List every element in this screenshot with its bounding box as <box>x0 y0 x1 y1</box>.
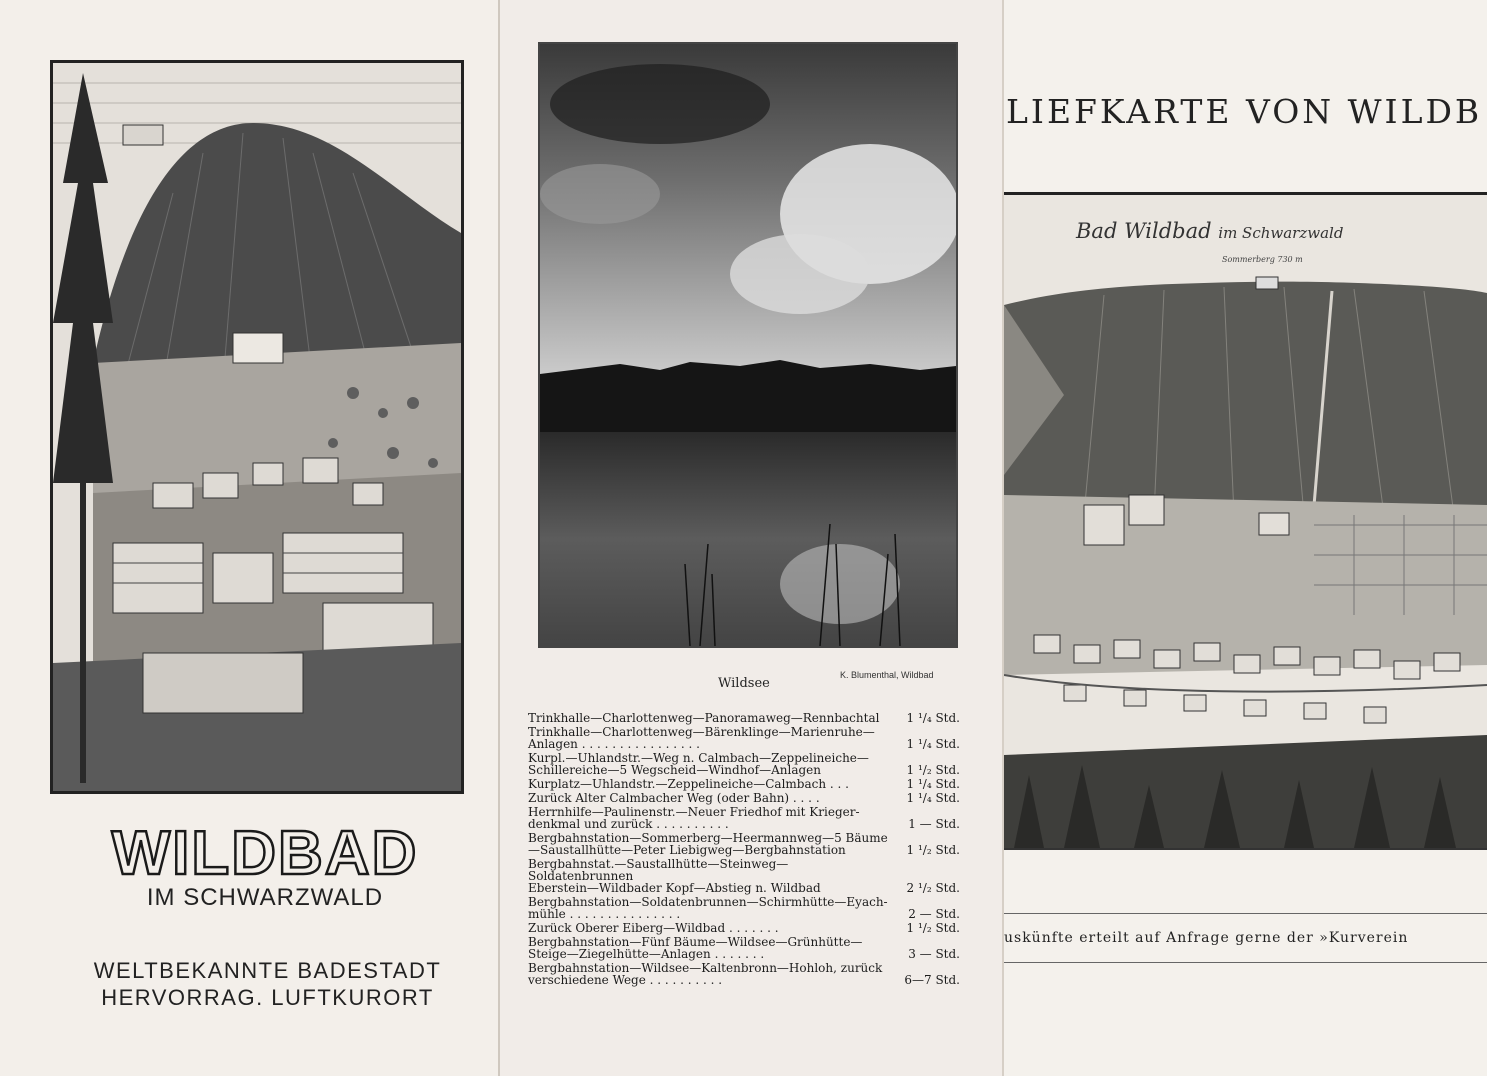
route-row <box>528 726 960 750</box>
route-duration: 2 ¹/₂ Std. <box>906 881 960 895</box>
route-row <box>528 936 960 960</box>
route-row <box>528 792 960 804</box>
route-duration: 1 — Std. <box>908 817 960 831</box>
route-duration: 2 — Std. <box>908 907 960 921</box>
route-row <box>528 712 960 724</box>
relief-map-image <box>1004 195 1487 848</box>
route-duration: 6—7 Std. <box>904 973 960 987</box>
route-text: Bergbahnstat.—Saustallhütte—Steinweg—Soldatenbrunnen Eberstein—Wildbader Kopf—Abstieg n. Wildbad <box>528 857 821 895</box>
cover-tagline-2: HERVORRAG. LUFTKURORT <box>101 985 434 1010</box>
route-text: Bergbahnstation—Fünf Bäume—Wildsee—Grünhütte— Steige—Ziegelhütte—Anlagen . . . . . . . <box>528 935 863 961</box>
map-title-sub: im Schwarzwald <box>1218 224 1344 242</box>
routes-list <box>528 712 960 988</box>
map-peak-label: Sommerberg 730 m <box>1222 255 1303 264</box>
relief-map <box>1004 192 1487 850</box>
route-text: Bergbahnstation—Soldatenbrunnen—Schirmhütte—Eyach- mühle . . . . . . . . . . . . . . . <box>528 895 888 921</box>
route-row <box>528 778 960 790</box>
divider <box>1004 913 1487 914</box>
route-row <box>528 832 960 856</box>
route-row <box>528 806 960 830</box>
route-text: Kurpl.—Uhlandstr.—Weg n. Calmbach—Zeppelineiche— Schillereiche—5 Wegscheid—Windhof—Anlagen <box>528 751 869 777</box>
relief-map-panel <box>1004 0 1487 1076</box>
routes-panel <box>500 0 1004 1076</box>
route-text: Trinkhalle—Charlottenweg—Panoramaweg—Rennbachtal <box>528 711 880 725</box>
route-duration: 1 ¹/₄ Std. <box>906 777 960 791</box>
route-duration: 1 ¹/₂ Std. <box>906 763 960 777</box>
route-duration: 1 ¹/₄ Std. <box>906 711 960 725</box>
route-duration: 1 ¹/₄ Std. <box>906 737 960 751</box>
route-row <box>528 922 960 934</box>
map-title-main: Bad Wildbad <box>1076 219 1212 243</box>
cover-subtitle: IM SCHWARZWALD <box>146 884 384 911</box>
lake-photo-image <box>540 44 956 646</box>
info-text: uskünfte erteilt auf Anfrage gerne der »Kurverein <box>1004 930 1409 946</box>
route-text: Trinkhalle—Charlottenweg—Bärenklinge—Marienruhe— Anlagen . . . . . . . . . . . . . . . . <box>528 725 875 751</box>
route-row <box>528 962 960 986</box>
route-text: Zurück Oberer Eiberg—Wildbad . . . . . . . <box>528 921 779 935</box>
cover-panel <box>0 0 500 1076</box>
cover-illustration <box>50 60 464 794</box>
route-text: Bergbahnstation—Wildsee—Kaltenbronn—Hohloh, zurück verschiedene Wege . . . . . . . . . . <box>528 961 883 987</box>
route-duration: 1 ¹/₂ Std. <box>906 921 960 935</box>
route-duration: 3 — Std. <box>908 947 960 961</box>
route-text: Herrnhilfe—Paulinenstr.—Neuer Friedhof mit Krieger- denkmal und zurück . . . . . . . . . . <box>528 805 860 831</box>
photo-credit: K. Blumenthal, Wildbad <box>840 670 934 680</box>
route-row <box>528 752 960 776</box>
route-duration: 1 ¹/₂ Std. <box>906 843 960 857</box>
town-etching-image <box>53 63 461 791</box>
route-text: Bergbahnstation—Sommerberg—Heermannweg—5 Bäume —Saustallhütte—Peter Liebigweg—Bergbahnstation <box>528 831 888 857</box>
cover-title: WILDBAD <box>111 819 419 888</box>
route-duration: 1 ¹/₄ Std. <box>906 791 960 805</box>
map-title <box>1076 219 1343 243</box>
divider <box>1004 962 1487 963</box>
cover-tagline-1: WELTBEKANNTE BADESTADT <box>93 958 442 983</box>
relief-heading: LIEFKARTE VON WILDB <box>1006 92 1483 131</box>
route-text: Zurück Alter Calmbacher Weg (oder Bahn) . . . . <box>528 791 820 805</box>
route-row <box>528 858 960 894</box>
lake-photo <box>538 42 958 648</box>
photo-caption: Wildsee <box>718 676 770 691</box>
route-text: Kurplatz—Uhlandstr.—Zeppelineiche—Calmbach . . . <box>528 777 849 791</box>
route-row <box>528 896 960 920</box>
